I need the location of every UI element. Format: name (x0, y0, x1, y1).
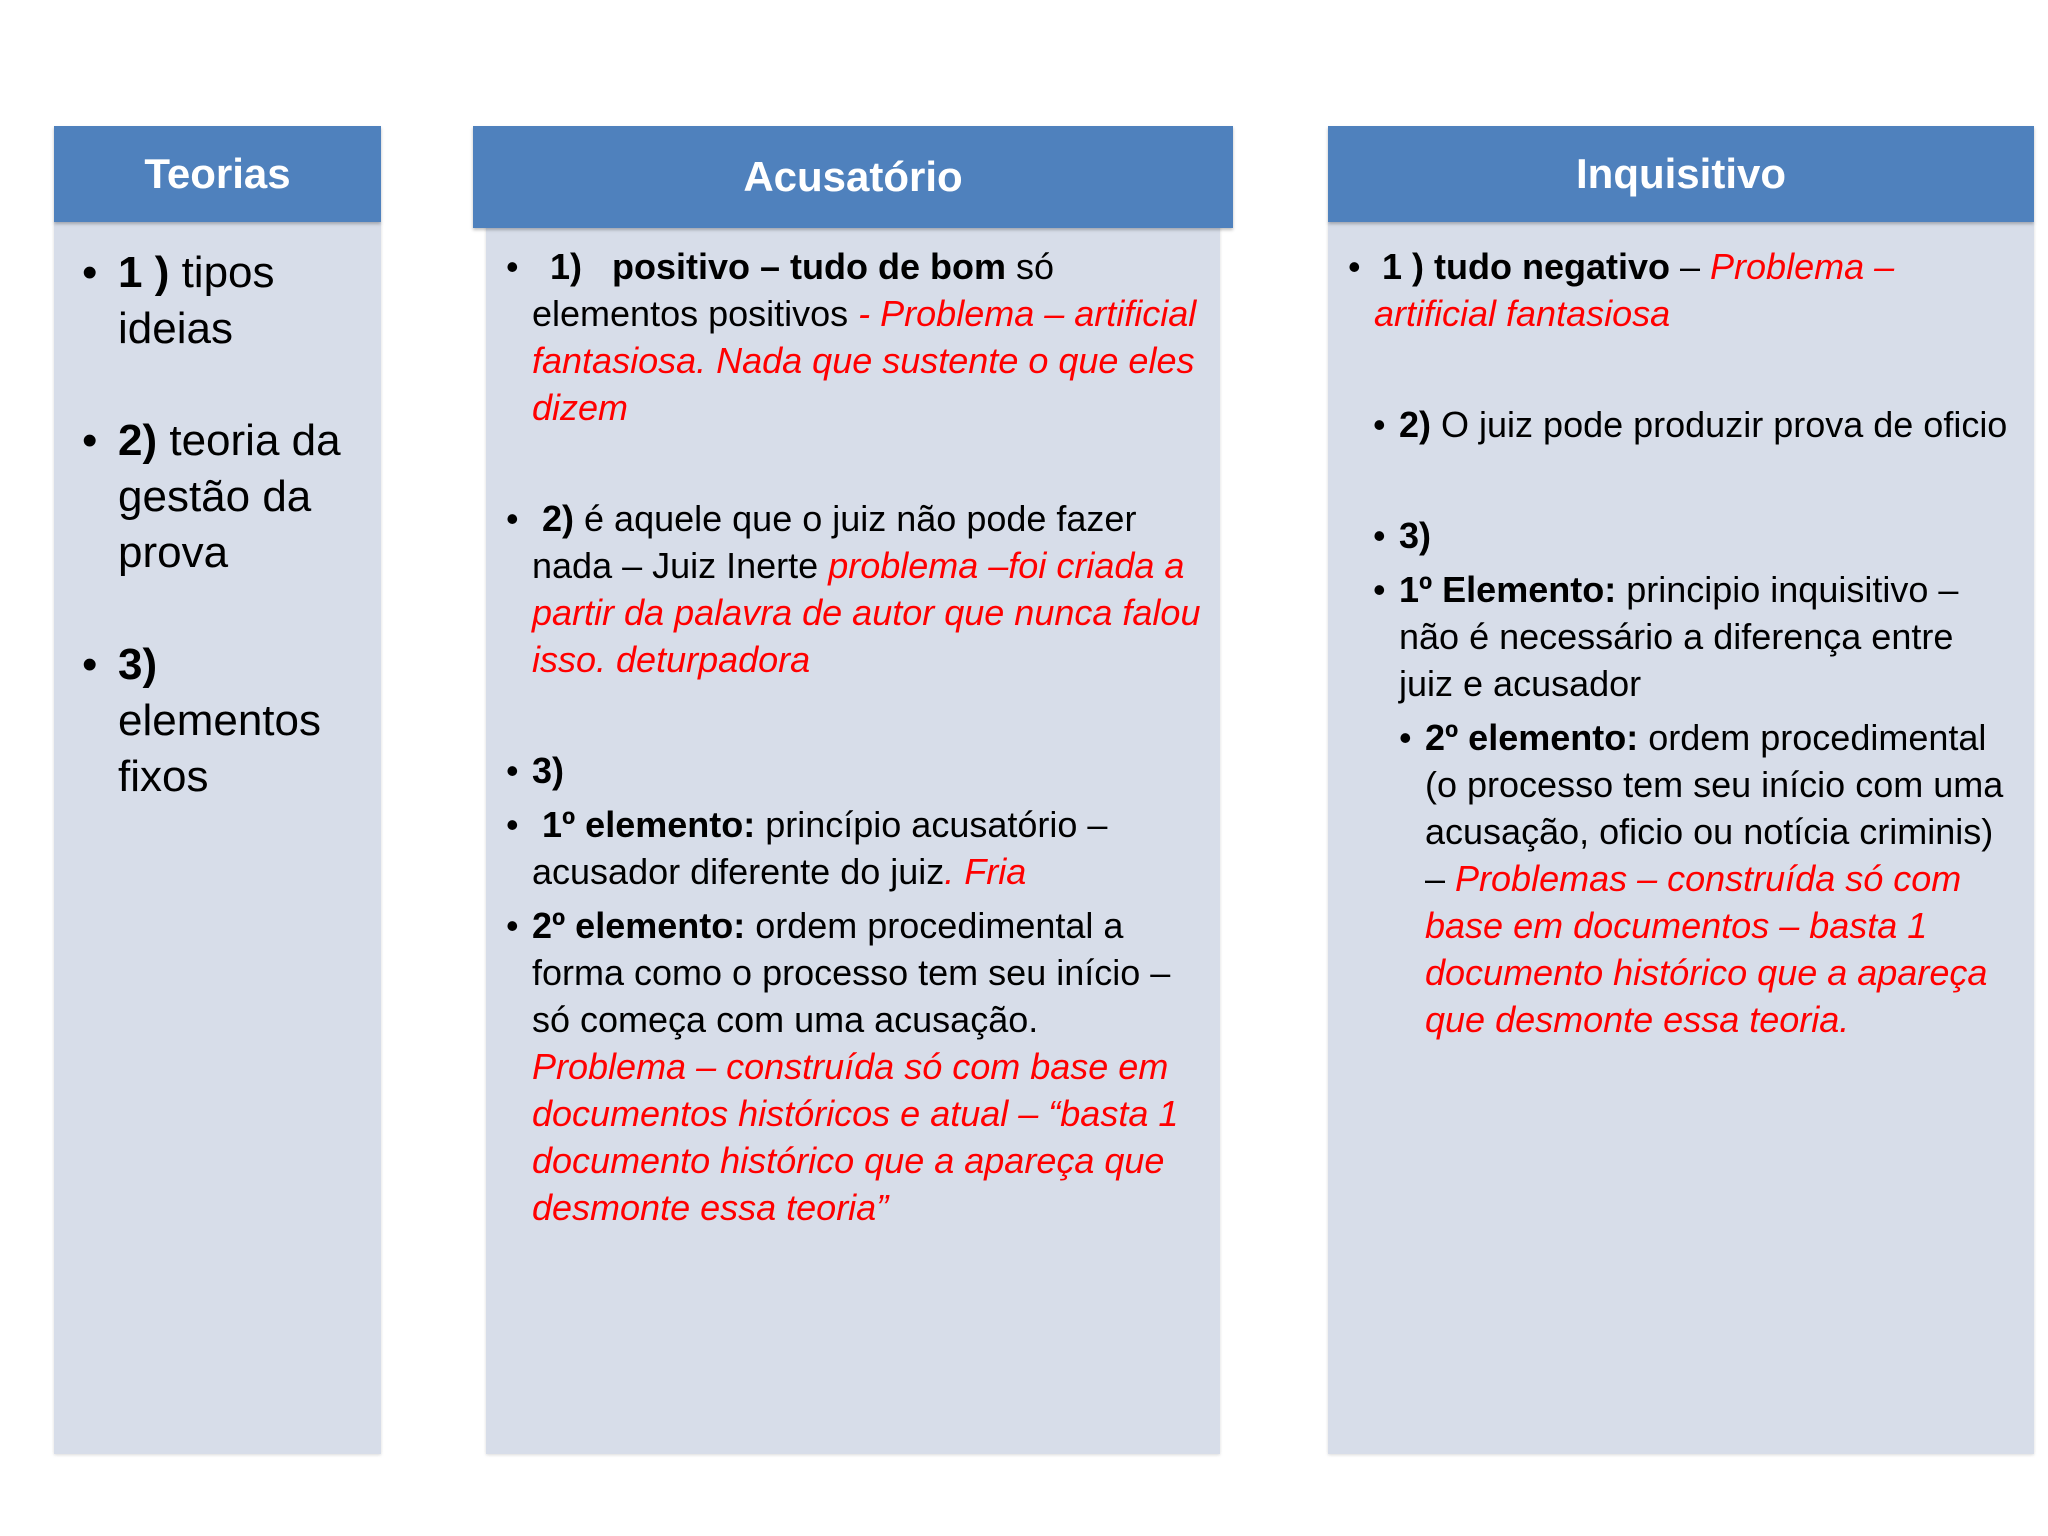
acusatorio-title: Acusatório (743, 153, 963, 200)
teorias-item-1: • 1 ) tipos ideias (82, 248, 275, 353)
acusatorio-list (506, 243, 1202, 1231)
acusatorio-item-1: • 1) positivo – tudo de bom só elementos positivos - Problema – artificial fantasiosa. Nada que sustente o que eles dizem (506, 246, 1197, 428)
inquisitivo-header (1328, 126, 2034, 222)
teorias-list (82, 245, 368, 805)
inquisitivo-list (1348, 243, 2014, 1043)
teorias-item-3: • 3) elementos fixos (82, 640, 322, 801)
teorias-item-2: • 2) teoria da gestão da prova (82, 416, 341, 577)
acusatorio-item-4: • 1º elemento: princípio acusatório – acusador diferente do juiz. Fria (506, 804, 1108, 892)
inquisitivo-title: Inquisitivo (1576, 150, 1786, 197)
teorias-header (54, 126, 381, 222)
inquisitivo-item-4: • 1º Elemento: principio inquisitivo – não é necessário a diferença entre juiz e acusador (1373, 569, 1959, 704)
acusatorio-item-3: • 3) (506, 750, 565, 791)
inquisitivo-item-1: • 1 ) tudo negativo – Problema – artificial fantasiosa (1348, 246, 1895, 334)
acusatorio-header (473, 126, 1233, 228)
teorias-title: Teorias (144, 150, 291, 197)
acusatorio-item-2: • 2) é aquele que o juiz não pode fazer nada – Juiz Inerte problema –foi criada a partir da palavra de autor que nunca falou isso. deturpadora (506, 498, 1201, 680)
inquisitivo-item-5: • 2º elemento: ordem procedimental (o processo tem seu início com uma acusação, oficio ou notícia criminis) – Problemas – construída só com base em documentos – basta 1 documento histórico que a apareça que desmonte essa teoria. (1399, 717, 2004, 1040)
inquisitivo-item-2: • 2) O juiz pode produzir prova de oficio (1373, 404, 2008, 445)
acusatorio-item-5: • 2º elemento: ordem procedimental a forma como o processo tem seu início – só começa com uma acusação. Problema – construída só com base em documentos históricos e atual – “basta 1 documento histórico que a apareça que desmonte essa teoria” (506, 905, 1179, 1228)
inquisitivo-item-3: • 3) (1373, 515, 1432, 556)
